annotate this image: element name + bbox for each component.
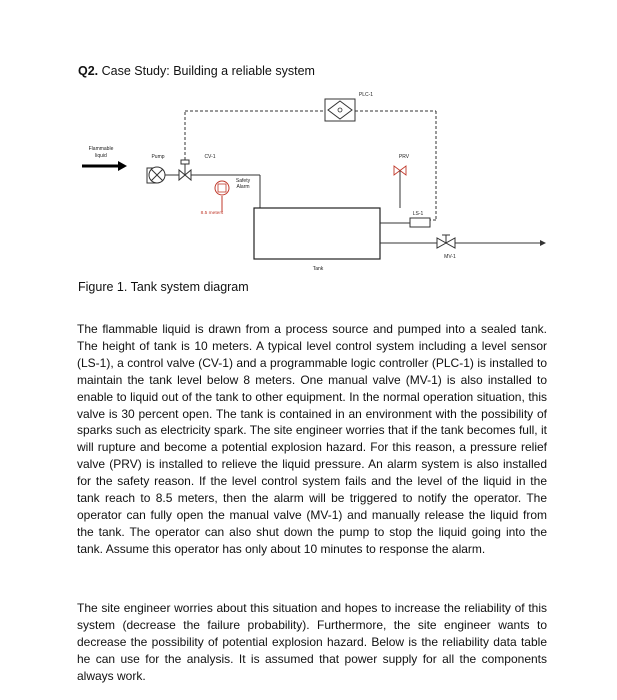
mv1-label: MV-1 [444,254,456,260]
prv-icon [394,166,406,208]
tank-label: Tank [312,266,324,272]
pump-label: Pump [151,154,165,160]
pump-icon [147,167,165,183]
control-signal-lines [185,111,436,220]
outlet-pipe [380,240,546,246]
safety-alarm-label-1: Safety [235,178,251,184]
flammable-label-2: liquid [95,153,107,159]
cv1-label: CV-1 [204,154,216,160]
safety-alarm-icon [215,181,229,212]
paragraph-1: The flammable liquid is drawn from a process source and pumped into a sealed tank. The height of tank is 10 meters. A typical level control system including a level sensor (LS-1), a control valve (CV-1) and a programmable logic controller (PLC-1) is installed to maintain the tank level below 8 meters. One manual valve (MV-1) is also installed to enable to liquid out of the tank to other equipment. In the normal operation situation, this valve is 30 percent open. The tank is contained in an environment with the possibility of sparks such as electricity spark. The site engineer worries that if the tank becomes full, it will rupture and become a potential explosion hazard. For this reason, a pressure relief valve (PRV) is installed to relieve the liquid pressure. An alarm system is also installed for the safety reason. If the level control system fails and the level of the liquid in the tank reach to 8.5 meters, then the alarm will be triggered to notify the operator. The operator can fully open the manual valve (MV-1) and manually release the liquid from the tank. The operator can also shut down the pump to stop the liquid going into the tank. Assume this operator has only about 10 minutes to response the alarm. [77,322,547,556]
ls1-label: LS-1 [412,211,424,217]
flammable-label-1: Flammable [88,146,114,152]
feed-arrow [82,161,127,171]
question-number: Q2. [78,64,99,78]
plc1-label: PLC-1 [358,92,374,98]
safety-alarm-label-2: Alarm [236,184,250,190]
figure-caption: Figure 1. Tank system diagram [78,280,249,294]
plc-icon [325,99,355,121]
question-title: Case Study: Building a reliable system [101,64,315,78]
paragraph-2: The site engineer worries about this situation and hopes to increase the reliability of this system (decrease the failure probability). Furthermore, the site engineer wants to decrease the possibility of potential explosion hazard. Below is the reliability data table he can use for the analysis. It is assumed that power supply for all the components always work. [77,601,547,683]
level-label: 8.5 meters [200,211,224,216]
tank-system-diagram [0,0,617,300]
manual-valve-icon [437,235,455,248]
prv-label: PRV [398,154,410,160]
tank [254,208,380,259]
level-sensor-icon [380,218,430,227]
control-valve-icon [179,160,191,180]
